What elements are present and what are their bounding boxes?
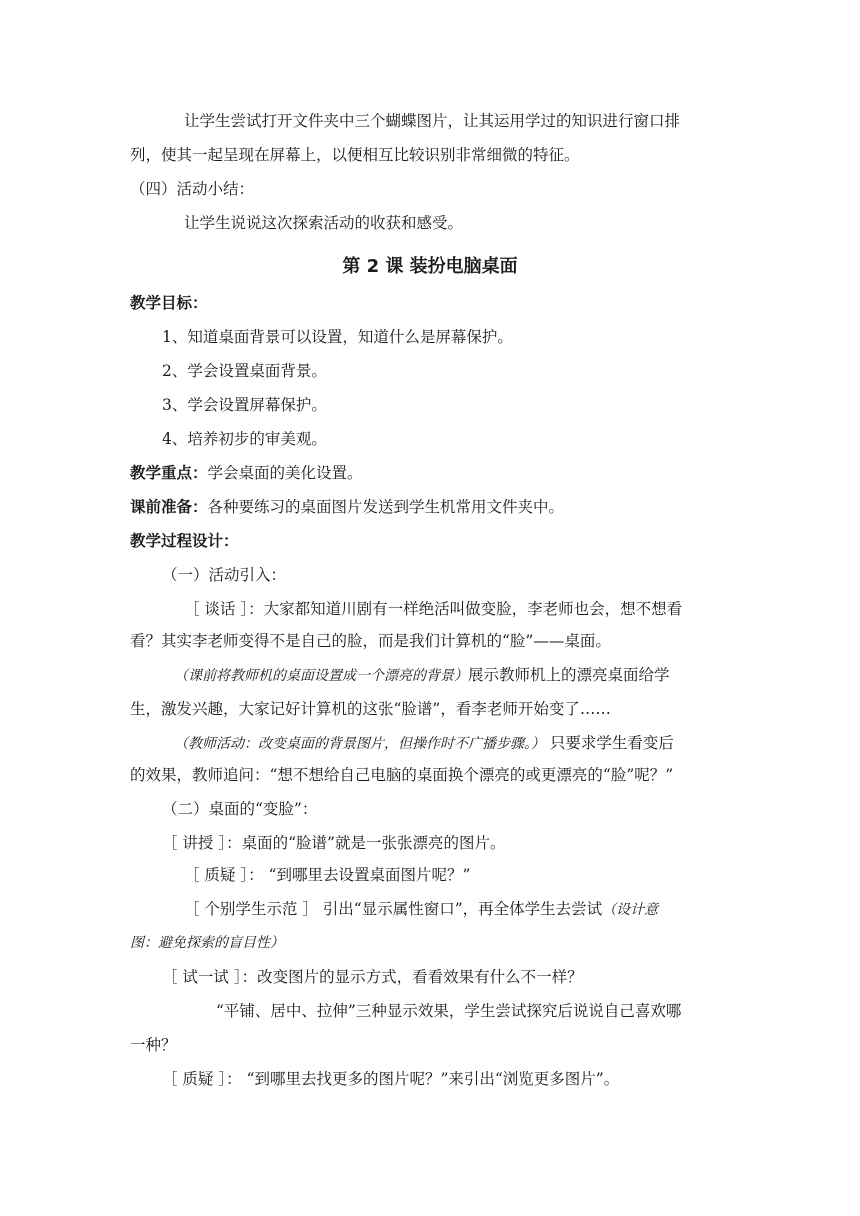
key-point [130, 462, 363, 484]
paragraph-line: 的效果，教师追问：“想不想给自己电脑的桌面换个漂亮的或更漂亮的“脸”呢？” [130, 766, 674, 784]
section-heading: （二）桌面的“变脸”： [162, 800, 318, 818]
key-text: 学会桌面的美化设置。 [207, 464, 363, 482]
paragraph-line: ［ 试一试 ］：改变图片的显示方式，看看效果有什么不一样？ [162, 968, 583, 986]
goals-label: 教学目标： [130, 294, 208, 312]
paragraph-line: 让学生尝试打开文件夹中三个蝴蝶图片，让其运用学过的知识进行窗口排 [184, 112, 681, 130]
paragraph-line: ［ 质疑 ］： “到哪里去设置桌面图片呢？” [184, 866, 471, 884]
paragraph-line: 生，激发兴趣，大家记好计算机的这张“脸谱”，看李老师开始变了…… [130, 700, 611, 718]
paragraph-line [184, 898, 658, 921]
process-label: 教学过程设计： [130, 532, 239, 550]
paragraph-line: 一种？ [130, 1036, 177, 1054]
italic-note: （教师活动：改变桌面的背景图片，但操作时不广播步骤。） [174, 736, 545, 752]
paragraph-line: “平铺、居中、拉伸”三种显示效果，学生尝试探究后说说自己喜欢哪 [216, 1002, 682, 1020]
paragraph-text: 展示教师机上的漂亮桌面给学 [468, 666, 670, 684]
section-heading: （一）活动引入： [162, 566, 287, 584]
section-heading: （四）活动小结： [130, 180, 255, 198]
paragraph-line [174, 732, 674, 755]
paragraph-line: ［ 质疑 ］： “到哪里去找更多的图片呢？”来引出“浏览更多图片”。 [162, 1070, 620, 1088]
paragraph-text: 只要求学生看变后 [545, 734, 674, 752]
paragraph-text: ［ 个别学生示范 ］ 引出“显示属性窗口”，再全体学生去尝试 [184, 900, 603, 918]
italic-note: 图：避免探索的盲目性） [130, 935, 284, 951]
goal-item: 2、学会设置桌面背景。 [162, 362, 327, 380]
prep-label: 课前准备： [130, 498, 208, 516]
prep-text: 各种要练习的桌面图片发送到学生机常用文件夹中。 [207, 498, 565, 516]
goal-item: 1、知道桌面背景可以设置，知道什么是屏幕保护。 [162, 328, 513, 346]
paragraph-line: 列，使其一起呈现在屏幕上，以便相互比较识别非常细微的特征。 [130, 146, 580, 164]
paragraph-line: 看？其实李老师变得不是自己的脸，而是我们计算机的“脸”——桌面。 [130, 632, 611, 650]
paragraph-line: ［ 谈话 ］：大家都知道川剧有一样绝活叫做变脸，李老师也会，想不想看 [184, 600, 683, 618]
goal-item: 4、培养初步的审美观。 [162, 430, 327, 448]
goal-item: 3、学会设置屏幕保护。 [162, 396, 327, 414]
paragraph-line [174, 664, 670, 687]
lesson-title: 第 2 课 装扮电脑桌面 [342, 256, 518, 277]
paragraph-line: 让学生说说这次探索活动的收获和感受。 [184, 214, 464, 232]
italic-note: （设计意 [602, 902, 659, 918]
italic-note: （课前将教师机的桌面设置成一个漂亮的背景） [174, 668, 468, 684]
key-label: 教学重点： [130, 464, 208, 482]
paragraph-line: ［ 讲授 ］：桌面的“脸谱”就是一张张漂亮的图片。 [162, 834, 506, 852]
preparation [130, 496, 564, 518]
